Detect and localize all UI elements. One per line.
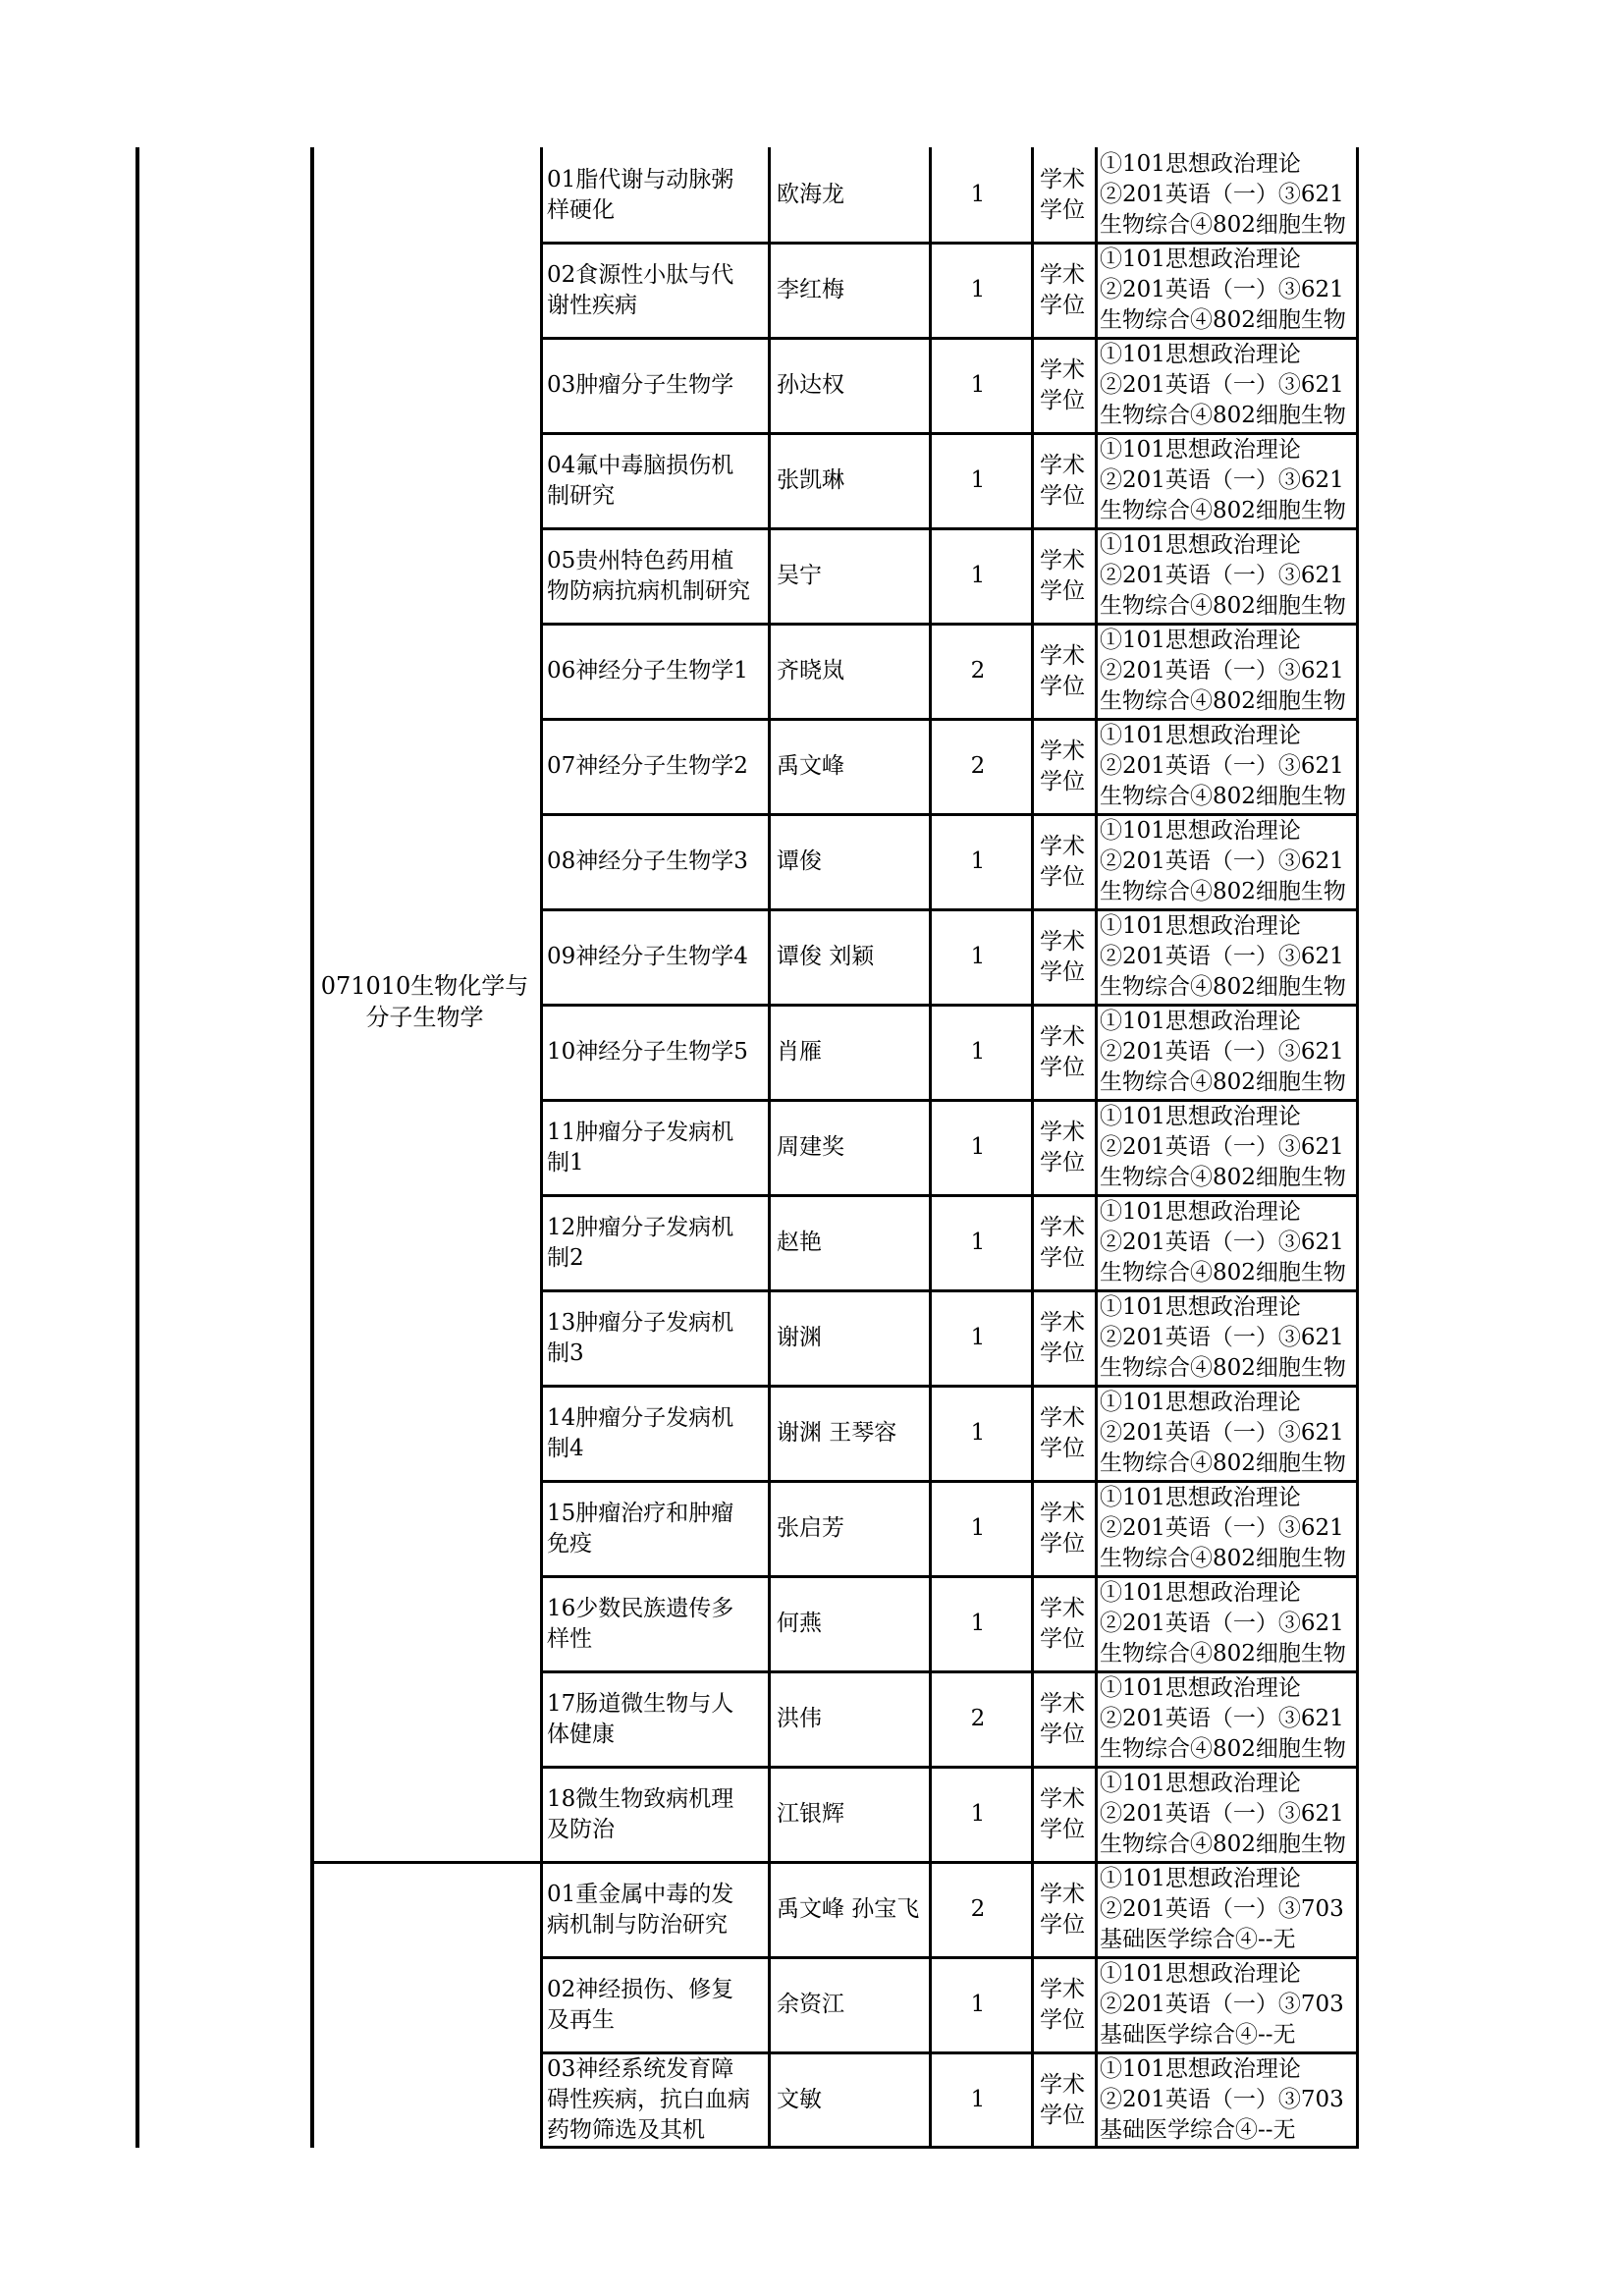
enrollment-count: 2 bbox=[970, 658, 986, 683]
degree-type: 学术学位 bbox=[1040, 1690, 1085, 1747]
supervisor: 江银辉 bbox=[777, 1801, 844, 1827]
enrollment-count: 1 bbox=[970, 1515, 986, 1541]
research-direction: 01脂代谢与动脉粥样硬化 bbox=[547, 166, 734, 223]
degree-type: 学术学位 bbox=[1040, 1595, 1085, 1652]
enrollment-count: 1 bbox=[970, 467, 986, 493]
exam-subjects: ①101思想政治理论②201英语（一）③621生物综合④802细胞生物 bbox=[1100, 246, 1346, 333]
research-direction: 13肿瘤分子发病机制3 bbox=[547, 1309, 734, 1366]
research-direction: 02神经损伤、修复及再生 bbox=[547, 1976, 734, 2033]
research-direction: 07神经分子生物学2 bbox=[547, 753, 748, 779]
degree-type: 学术学位 bbox=[1040, 261, 1085, 318]
enrollment-count: 1 bbox=[970, 1801, 986, 1827]
research-direction: 02食源性小肽与代谢性疾病 bbox=[547, 261, 734, 318]
enrollment-count: 1 bbox=[970, 1611, 986, 1636]
degree-type: 学术学位 bbox=[1040, 166, 1085, 223]
exam-subjects: ①101思想政治理论②201英语（一）③621生物综合④802细胞生物 bbox=[1100, 913, 1346, 1000]
exam-subjects: ①101思想政治理论②201英语（一）③621生物综合④802细胞生物 bbox=[1100, 1675, 1346, 1762]
enrollment-count: 1 bbox=[970, 2087, 986, 2112]
supervisor: 谭俊 刘颖 bbox=[777, 944, 875, 969]
exam-subjects: ①101思想政治理论②201英语（一）③621生物综合④802细胞生物 bbox=[1100, 342, 1346, 428]
research-direction: 18微生物致病机理及防治 bbox=[547, 1785, 734, 1842]
exam-subjects: ①101思想政治理论②201英语（一）③621生物综合④802细胞生物 bbox=[1100, 1580, 1346, 1667]
research-direction: 06神经分子生物学1 bbox=[547, 658, 748, 683]
research-direction: 17肠道微生物与人体健康 bbox=[547, 1690, 734, 1747]
supervisor: 谢渊 bbox=[777, 1325, 822, 1350]
exam-subjects: ①101思想政治理论②201英语（一）③621生物综合④802细胞生物 bbox=[1100, 1199, 1346, 1285]
supervisor: 赵艳 bbox=[777, 1230, 822, 1255]
exam-subjects: ①101思想政治理论②201英语（一）③621生物综合④802细胞生物 bbox=[1100, 1104, 1346, 1190]
research-direction: 09神经分子生物学4 bbox=[547, 944, 748, 969]
research-direction: 04氟中毒脑损伤机制研究 bbox=[547, 452, 734, 509]
degree-type: 学术学位 bbox=[1040, 642, 1085, 699]
major-name: 071010生物化学与分子生物学 bbox=[320, 972, 529, 1031]
exam-subjects: ①101思想政治理论②201英语（一）③621生物综合④802细胞生物 bbox=[1100, 1390, 1346, 1476]
degree-type: 学术学位 bbox=[1040, 1214, 1085, 1271]
supervisor: 谢渊 王琴容 bbox=[777, 1420, 897, 1446]
supervisor: 何燕 bbox=[777, 1611, 822, 1636]
exam-subjects: ①101思想政治理论②201英语（一）③703基础医学综合④--无 bbox=[1100, 1866, 1344, 1952]
enrollment-count: 1 bbox=[970, 372, 986, 398]
enrollment-count: 1 bbox=[970, 277, 986, 302]
degree-type: 学术学位 bbox=[1040, 738, 1085, 794]
degree-type: 学术学位 bbox=[1040, 928, 1085, 985]
degree-type: 学术学位 bbox=[1040, 1404, 1085, 1461]
degree-type: 学术学位 bbox=[1040, 833, 1085, 890]
exam-subjects: ①101思想政治理论②201英语（一）③621生物综合④802细胞生物 bbox=[1100, 723, 1346, 809]
table-bottom-border bbox=[540, 2146, 1359, 2149]
enrollment-count: 2 bbox=[970, 1896, 986, 1922]
section-divider-line bbox=[310, 147, 314, 2148]
supervisor: 肖雁 bbox=[777, 1039, 822, 1065]
exam-subjects: ①101思想政治理论②201英语（一）③621生物综合④802细胞生物 bbox=[1100, 1771, 1346, 1857]
research-direction: 03神经系统发育障碍性疾病，抗白血病药物筛选及其机 bbox=[547, 2056, 750, 2143]
supervisor: 孙达权 bbox=[777, 372, 844, 398]
enrollment-count: 1 bbox=[970, 1134, 986, 1160]
enrollment-count: 1 bbox=[970, 1230, 986, 1255]
enrollment-count: 2 bbox=[970, 753, 986, 779]
degree-type: 学术学位 bbox=[1040, 452, 1085, 509]
exam-subjects: ①101思想政治理论②201英语（一）③621生物综合④802细胞生物 bbox=[1100, 532, 1346, 619]
research-direction: 01重金属中毒的发病机制与防治研究 bbox=[547, 1881, 734, 1938]
exam-subjects: ①101思想政治理论②201英语（一）③621生物综合④802细胞生物 bbox=[1100, 437, 1346, 523]
table-left-border bbox=[135, 147, 139, 2148]
group-separator bbox=[312, 1861, 542, 1864]
research-direction: 12肿瘤分子发病机制2 bbox=[547, 1214, 734, 1271]
exam-subjects: ①101思想政治理论②201英语（一）③621生物综合④802细胞生物 bbox=[1100, 628, 1346, 714]
enrollment-count: 1 bbox=[970, 182, 986, 207]
enrollment-count: 1 bbox=[970, 848, 986, 874]
degree-type: 学术学位 bbox=[1040, 1309, 1085, 1366]
enrollment-count: 1 bbox=[970, 1325, 986, 1350]
research-direction: 10神经分子生物学5 bbox=[547, 1039, 748, 1065]
degree-type: 学术学位 bbox=[1040, 547, 1085, 604]
degree-type: 学术学位 bbox=[1040, 1500, 1085, 1557]
supervisor: 吴宁 bbox=[777, 563, 822, 588]
supervisor: 齐晓岚 bbox=[777, 658, 844, 683]
degree-type: 学术学位 bbox=[1040, 1976, 1085, 2033]
enrollment-count: 1 bbox=[970, 944, 986, 969]
supervisor: 谭俊 bbox=[777, 848, 822, 874]
enrollment-count: 2 bbox=[970, 1706, 986, 1731]
degree-type: 学术学位 bbox=[1040, 1023, 1085, 1080]
supervisor: 周建奖 bbox=[777, 1134, 844, 1160]
degree-type: 学术学位 bbox=[1040, 1119, 1085, 1175]
column-line bbox=[1356, 147, 1359, 2148]
supervisor: 禹文峰 孙宝飞 bbox=[777, 1896, 920, 1922]
exam-subjects: ①101思想政治理论②201英语（一）③703基础医学综合④--无 bbox=[1100, 2056, 1344, 2143]
research-direction: 14肿瘤分子发病机制4 bbox=[547, 1404, 734, 1461]
research-direction: 05贵州特色药用植物防病抗病机制研究 bbox=[547, 547, 750, 604]
research-direction: 11肿瘤分子发病机制1 bbox=[547, 1119, 734, 1175]
exam-subjects: ①101思想政治理论②201英语（一）③621生物综合④802细胞生物 bbox=[1100, 818, 1346, 904]
supervisor: 禹文峰 bbox=[777, 753, 844, 779]
enrollment-count: 1 bbox=[970, 1039, 986, 1065]
research-direction: 16少数民族遗传多样性 bbox=[547, 1595, 734, 1652]
supervisor: 欧海龙 bbox=[777, 182, 844, 207]
exam-subjects: ①101思想政治理论②201英语（一）③621生物综合④802细胞生物 bbox=[1100, 151, 1346, 238]
enrollment-count: 1 bbox=[970, 563, 986, 588]
degree-type: 学术学位 bbox=[1040, 1785, 1085, 1842]
research-direction: 15肿瘤治疗和肿瘤免疫 bbox=[547, 1500, 734, 1557]
exam-subjects: ①101思想政治理论②201英语（一）③621生物综合④802细胞生物 bbox=[1100, 1009, 1346, 1095]
research-direction: 08神经分子生物学3 bbox=[547, 848, 748, 874]
exam-subjects: ①101思想政治理论②201英语（一）③621生物综合④802细胞生物 bbox=[1100, 1294, 1346, 1381]
supervisor: 张凯琳 bbox=[777, 467, 844, 493]
exam-subjects: ①101思想政治理论②201英语（一）③703基础医学综合④--无 bbox=[1100, 1961, 1344, 2048]
supervisor: 洪伟 bbox=[777, 1706, 822, 1731]
degree-type: 学术学位 bbox=[1040, 2071, 1085, 2128]
supervisor: 李红梅 bbox=[777, 277, 844, 302]
enrollment-count: 1 bbox=[970, 1420, 986, 1446]
research-direction: 03肿瘤分子生物学 bbox=[547, 372, 734, 398]
supervisor: 张启芳 bbox=[777, 1515, 844, 1541]
degree-type: 学术学位 bbox=[1040, 1881, 1085, 1938]
supervisor: 文敏 bbox=[777, 2087, 822, 2112]
degree-type: 学术学位 bbox=[1040, 356, 1085, 413]
supervisor: 余资江 bbox=[777, 1992, 844, 2017]
enrollment-count: 1 bbox=[970, 1992, 986, 2017]
exam-subjects: ①101思想政治理论②201英语（一）③621生物综合④802细胞生物 bbox=[1100, 1485, 1346, 1571]
